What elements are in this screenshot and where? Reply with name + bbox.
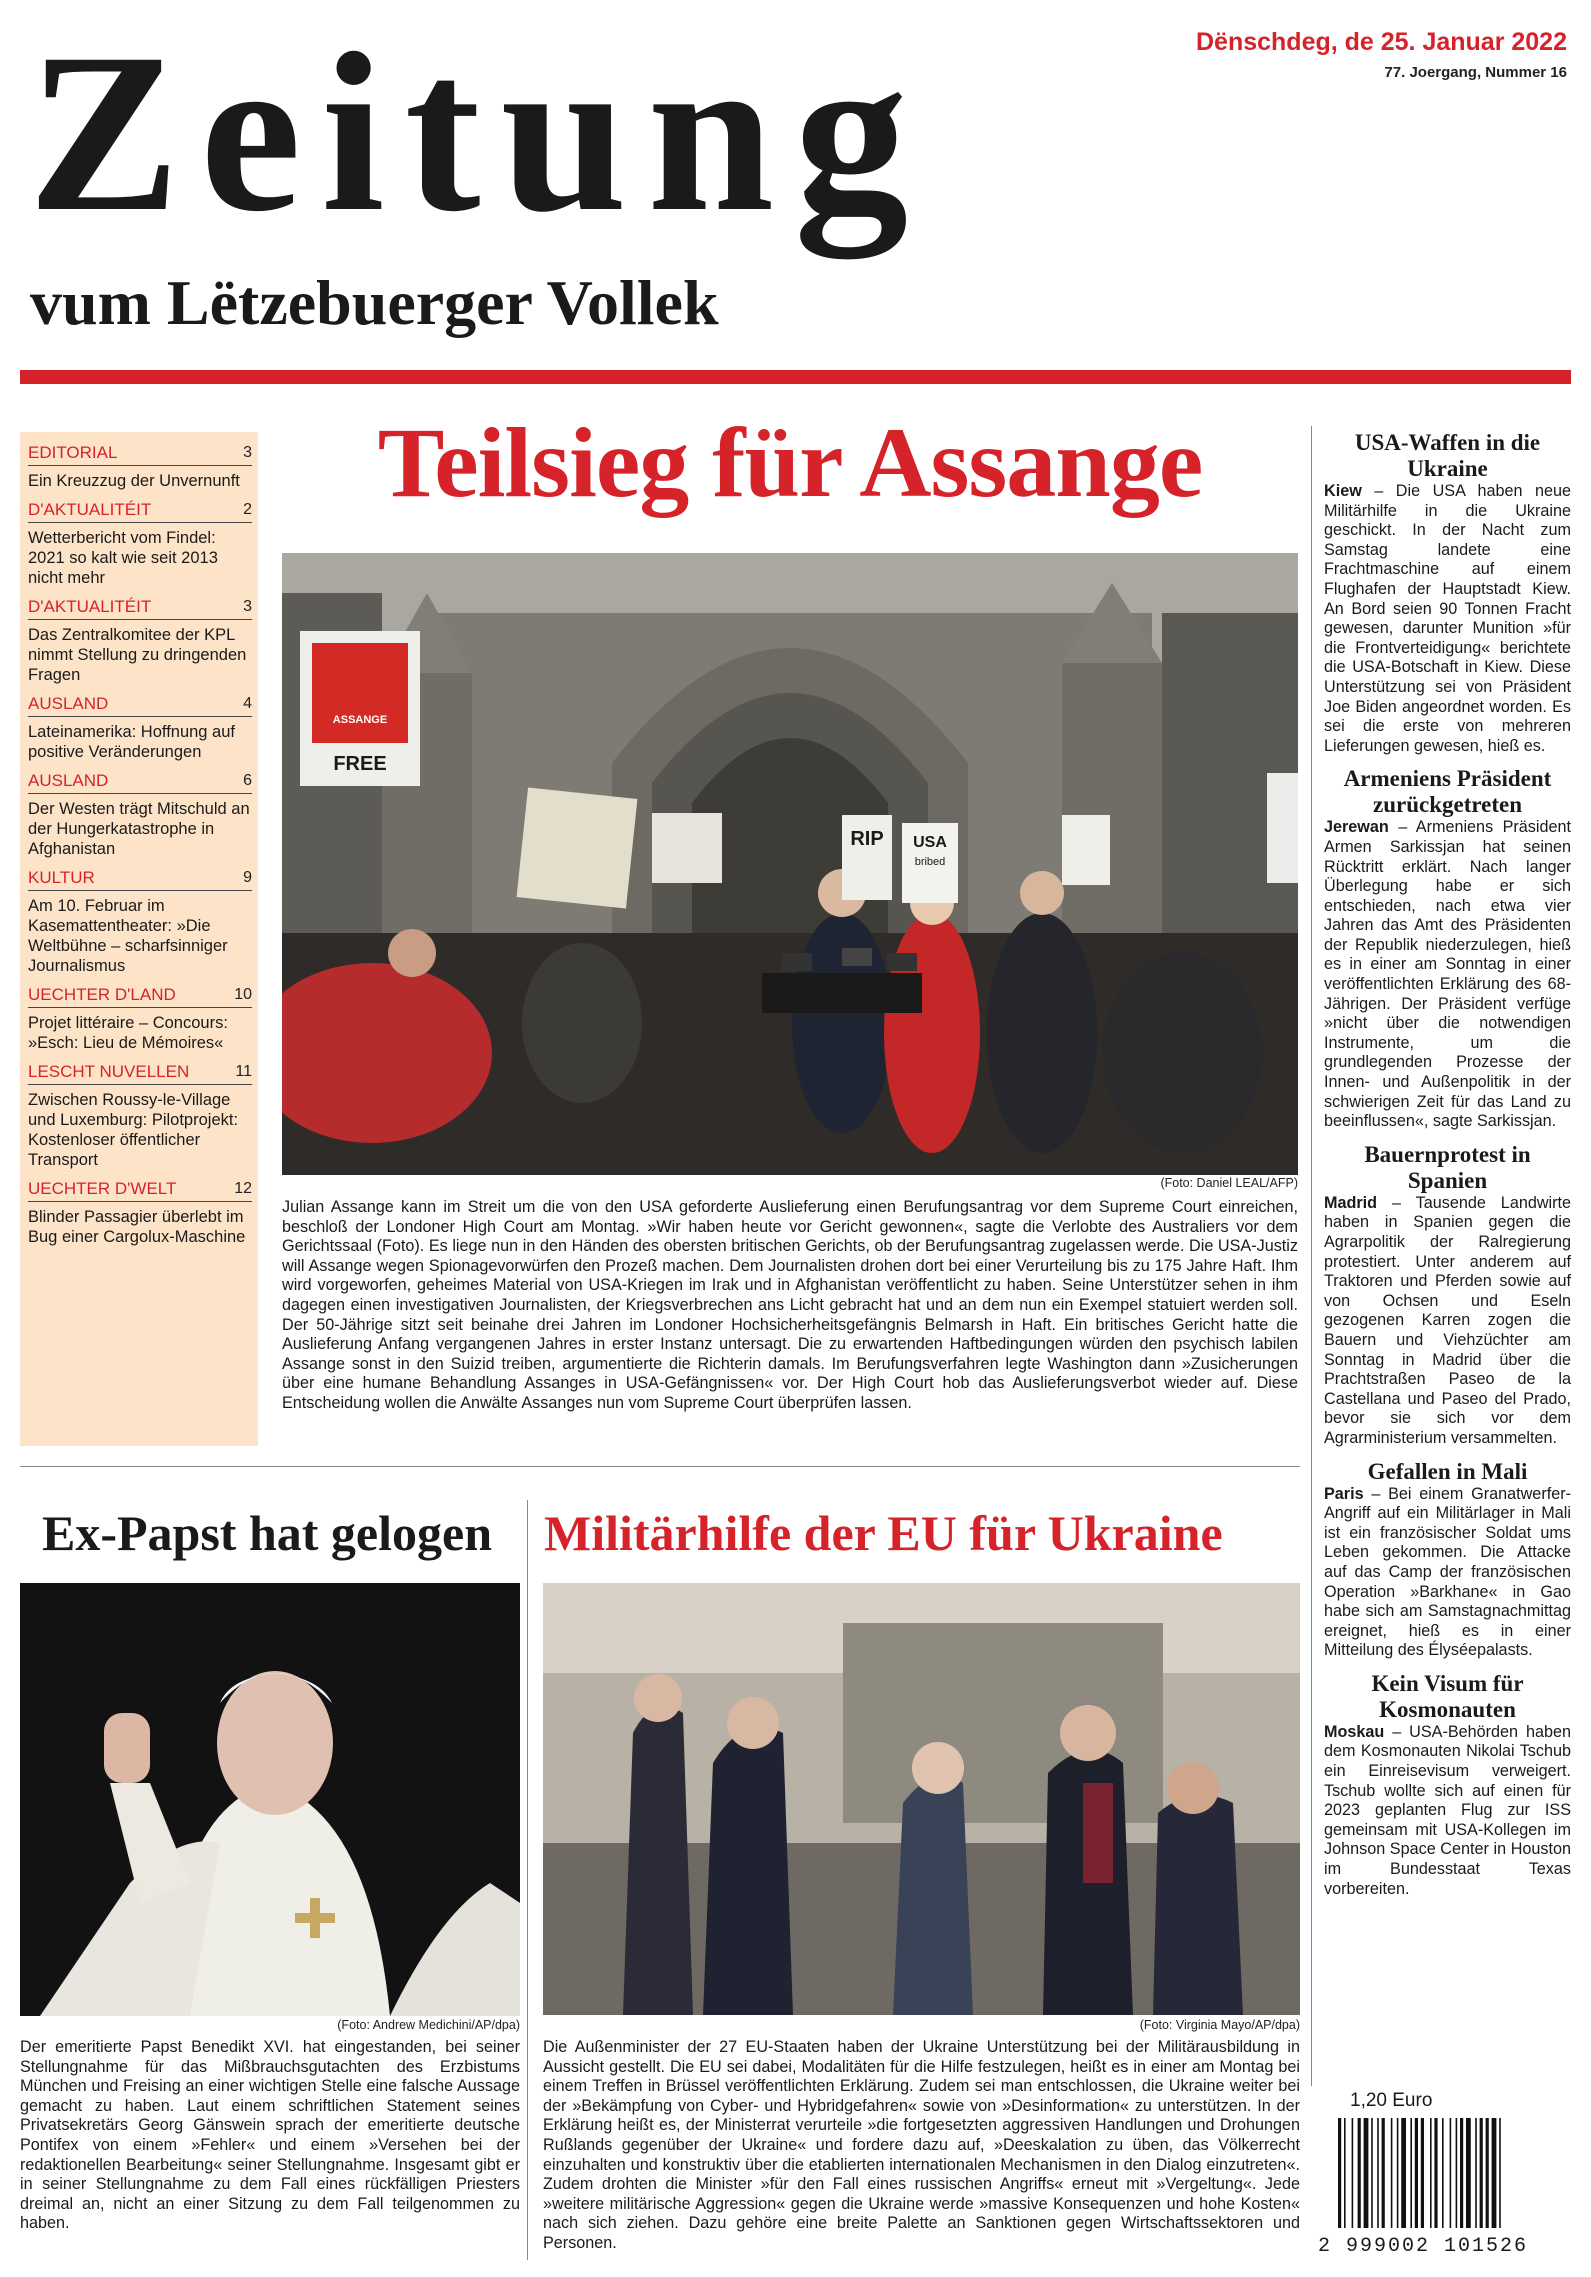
- brief-headline[interactable]: Bauernprotest in Spanien: [1364, 1141, 1531, 1193]
- barcode-bar: [1421, 2118, 1424, 2228]
- contents-page: 11: [235, 1063, 252, 1080]
- contents-section: LESCHT NUVELLEN: [28, 1062, 190, 1081]
- contents-teaser: Das Zentralkomitee der KPL nimmt Stellung zu dringenden Fragen: [28, 626, 247, 684]
- barcode-bar: [1410, 2118, 1412, 2228]
- barcode-bar: [1466, 2118, 1471, 2228]
- barcode-bar: [1352, 2118, 1354, 2228]
- barcode-bar: [1499, 2118, 1501, 2228]
- contents-item[interactable]: [28, 984, 252, 1053]
- issue-number: 77. Joergang, Nummer 16: [1384, 64, 1567, 81]
- brief-headline[interactable]: Kein Visum für Kosmonauten: [1371, 1670, 1524, 1722]
- contents-section: UECHTER D'LAND: [28, 985, 176, 1004]
- masthead-title: Zeitung: [28, 7, 929, 259]
- barcode: [1318, 2118, 1568, 2258]
- contents-item[interactable]: [28, 770, 252, 859]
- contents-section: D'AKTUALITÉIT: [28, 597, 152, 616]
- section-divider: [20, 1466, 1300, 1467]
- brief-headline[interactable]: USA-Waffen in die Ukraine: [1354, 430, 1541, 481]
- barcode-number: 2 999002 101526: [1318, 2235, 1529, 2258]
- masthead-rule: [20, 370, 1571, 384]
- contents-teaser: Am 10. Februar im Kasemattentheater: »Die Weltbühne – scharfsinniger Journalismus: [28, 897, 228, 975]
- contents-page: 12: [234, 1180, 252, 1197]
- contents-teaser: Blinder Passagier überlebt im Bug einer Cargolux-Maschine: [28, 1208, 246, 1246]
- brief-text: – Tausende Landwirte haben in Spanien gegen die Agrarpolitik der Ralregierung protestiert. Unter anderem auf Traktoren und Pferden sowie auf von Ochsen und Eseln gezogenen Karren zogen die Bauern und Viehzüchter am Sonntag in Madrid über die Prachtstraßen Paseo de la Castellana und Paseo del Prado, bevor sie sich vor dem Agrarministerium versammelten.: [1324, 1193, 1571, 1447]
- brief-body: [1324, 1194, 1571, 1449]
- brief-headline[interactable]: Armeniens Präsident zurückgetreten: [1343, 766, 1552, 818]
- sign-bribed-text: bribed: [914, 856, 946, 868]
- contents-section: KULTUR: [28, 868, 95, 887]
- masthead-subtitle: vum Lëtzebuerger Vollek: [30, 267, 719, 338]
- contents-section: AUSLAND: [28, 771, 109, 790]
- barcode-bar: [1391, 2118, 1393, 2228]
- brief-body: [1324, 1485, 1571, 1661]
- barcode-bar: [1364, 2118, 1369, 2228]
- contents-section: EDITORIAL: [28, 443, 118, 462]
- contents-teaser: Ein Kreuzzug der Unvernunft: [28, 472, 240, 490]
- contents-teaser: Zwischen Roussy-le-Village und Luxemburg: Pilotprojekt: Kostenloser öffentlicher Transport: [28, 1091, 239, 1169]
- brief-headline[interactable]: Gefallen in Mali: [1367, 1458, 1528, 1484]
- contents-page: 3: [243, 598, 252, 615]
- brief-place: Jerewan: [1324, 818, 1389, 837]
- barcode-bar: [1486, 2118, 1489, 2228]
- brief-place: Moskau: [1324, 1722, 1385, 1741]
- barcode-bar: [1377, 2118, 1379, 2228]
- brief-body: [1324, 482, 1571, 756]
- story3-photo-eu-ministers: [543, 1583, 1300, 2015]
- brief-text: – Bei einem Granatwerfer-Angriff auf ein Militärlager in Mali ist ein französischer Soldat ums Leben gekommen. Die Attacke auf das Camp der französischen Operation »Barkhane« in Gao habe sich am Samstagnachmittag ereignet, hieß es in einer Mitteilung des Élyséepalasts.: [1324, 1484, 1571, 1660]
- lead-body-text: Julian Assange kann im Streit um die von den USA geforderte Auslieferung einen Berufungsantrag vor dem Supreme Court einreichen, beschloß der Londoner High Court am Montag. »Wir haben heute vor Gericht gewonnen«, sagte die Verlobte des Australiers vor dem Gerichtssaal (Foto). Es liege nun in den Händen des obersten britischen Gerichts, ob der Berufungsantrag zugelassen werde. Die USA-Justiz will Assange wegen Spionagevorwürfen den Prozeß machen. Dem Journalisten drohen dort bei einer Verurteilung bis zu 175 Jahre Haft. Ihm wird vorgeworfen, geheimes Material von USA-Kriegen im Irak und in Afghanistan veröffentlicht zu haben. Seine Unterstützer sehen in ihm dagegen einen investigativen Journalisten, der Kriegsverbrechen ans Licht gebracht hat und an dem nun ein Exempel statuiert werden soll. Der 50-Jährige sitzt seit beinahe drei Jahren im Londoner Hochsicherheitsgefängnis Belmarsh in Haft. Ein britisches Gericht hatte die Auslieferung Anfang vergangenen Jahres in erster Instanz untersagt. Die zu erwartenden Haftbedingungen würden den psychisch labilen Assange sonst in den Suizid treiben, argumentierte die Richterin damals. Im Berufungsverfahren legte Washington dann »Zusicherungen über eine humane Behandlung Assanges in USA-Gefängnissen« vor. Der High Court hob das Auslieferungsverbot wieder auf. Diese Entscheidung wollen die Anwälte Assanges nun vom Supreme Court überprüfen lassen.: [282, 1198, 1298, 1412]
- contents-teaser: Projet littéraire – Concours: »Esch: Lieu de Mémoires«: [28, 1014, 228, 1052]
- lead-headline[interactable]: Teilsieg für Assange: [377, 407, 1203, 518]
- contents-item[interactable]: [28, 499, 252, 588]
- brief-place: Paris: [1324, 1484, 1364, 1503]
- brief-text: – USA-Behörden haben dem Kosmonauten Nikolai Tschub ein Einreisevisum verweigert. Tschub wollte sich auf einen für 2023 geplanten Flug zur ISS gemeinsam mit USA-Kollegen im Johnson Space Center in Houston im Bundesstaat Texas vorbereiten.: [1324, 1722, 1571, 1898]
- news-brief-column: [1311, 426, 1571, 2086]
- brief-place: Madrid: [1324, 1193, 1378, 1212]
- story2-headline[interactable]: Ex-Papst hat gelogen: [42, 1505, 492, 1561]
- contents-page: 9: [243, 869, 252, 886]
- sign-usa-text: USA: [913, 834, 947, 851]
- story2-photo-pope: [20, 1583, 520, 2016]
- story2-body-text: Der emeritierte Papst Benedikt XVI. hat eingestanden, bei seiner Stellungnahme für das Mißbrauchsgutachten des Erzbistums München und Freising an einer wichtigen Stelle eine falsche Aussage gemacht zu haben. Laut einem schriftlichen Statement seines Privatsekretärs Georg Gänswein sprach der emeritierte deutsche Pontifex von einem »Fehler« und einem »Versehen bei der redaktionellen Bearbeitung« seiner Stellungnahme. Insgesamt gibt er in seiner Stellungnahme zu dem Fall eines rückfälligen Priesters dreimal an, nicht an einer Sitzung zu dem Fall teilgenommen zu haben.: [20, 2038, 520, 2233]
- barcode-bar: [1480, 2118, 1483, 2228]
- story2-photo-caption: (Foto: Andrew Medichini/AP/dpa): [337, 2018, 520, 2032]
- contents-page: 10: [234, 986, 252, 1003]
- contents-page: 3: [243, 444, 252, 461]
- contents-sidebar: [20, 432, 258, 1446]
- barcode-bar: [1344, 2118, 1346, 2228]
- barcode-bar: [1382, 2118, 1385, 2228]
- barcode-bar: [1371, 2118, 1373, 2228]
- barcode-bars: [1318, 2118, 1568, 2228]
- barcode-bar: [1460, 2118, 1463, 2228]
- lead-photo-assange-protest: [282, 553, 1298, 1175]
- barcode-bar: [1358, 2118, 1361, 2228]
- brief-body: [1324, 1723, 1571, 1899]
- barcode-bar: [1338, 2118, 1341, 2228]
- barcode-bar: [1397, 2118, 1399, 2228]
- barcode-bar: [1415, 2118, 1418, 2228]
- lead-photo-caption: (Foto: Daniel LEAL/AFP): [1160, 1176, 1298, 1190]
- contents-section: D'AKTUALITÉIT: [28, 500, 152, 519]
- barcode-bar: [1434, 2118, 1437, 2228]
- price-label: 1,20 Euro: [1350, 2090, 1433, 2111]
- contents-teaser: Wetterbericht vom Findel: 2021 so kalt wie seit 2013 nicht mehr: [28, 529, 218, 587]
- contents-item[interactable]: [28, 867, 252, 976]
- contents-page: 6: [243, 772, 252, 789]
- barcode-bar: [1456, 2118, 1458, 2228]
- contents-section: AUSLAND: [28, 694, 109, 713]
- brief-text: – Armeniens Präsident Armen Sarkissjan hat seinen Rücktritt erklärt. Nach langer Überlegung habe er sich entschieden, nach etwa vier Jahren das Amt des Präsidenten der Republik niederzulegen, hieß es in einer am Sonntag in einer veröffentlichten Erklärung des 68-Jährigen. Der Präsident verfüge »nicht über die notwendigen Instrumente, um die grundlegenden Prozesse der Innen- und Außenpolitik in der schwierigen Zeit für das Land zu beeinflussen«, sagte Sarkissjan.: [1324, 818, 1571, 1131]
- barcode-bar: [1492, 2118, 1497, 2228]
- barcode-bar: [1401, 2118, 1406, 2228]
- contents-teaser: Der Westen trägt Mitschuld an der Hungerkatastrophe in Afghanistan: [28, 800, 250, 858]
- issue-date: Dënschdeg, de 25. Januar 2022: [1195, 28, 1567, 56]
- contents-item[interactable]: [28, 596, 252, 685]
- story3-headline[interactable]: Militärhilfe der EU für Ukraine: [544, 1505, 1223, 1561]
- contents-item[interactable]: [28, 442, 252, 491]
- sign-free-text: FREE: [333, 753, 387, 775]
- contents-section: UECHTER D'WELT: [28, 1179, 177, 1198]
- barcode-bar: [1450, 2118, 1452, 2228]
- sign-assange-text: ASSANGE: [332, 714, 388, 726]
- contents-item[interactable]: [28, 693, 252, 762]
- column-divider: [527, 1500, 528, 2260]
- story3-photo-caption: (Foto: Virginia Mayo/AP/dpa): [1139, 2018, 1300, 2032]
- brief-text: – Die USA haben neue Militärhilfe in die Ukraine geschickt. In der Nacht zum Samstag landete eine Frachtmaschine auf einem Flughafen der Hauptstadt Kiew. An Bord seien 90 Tonnen Fracht gewesen, darunter Munition »für die Frontverteidigung« berichtete die USA-Botschaft in Kiew. Diese Unterstützung sei von Präsident Joe Biden angeordnet worden. Es sei die erste von mehreren Lieferungen gewesen, hieß es.: [1324, 482, 1571, 755]
- sign-rip-text: RIP: [850, 828, 884, 850]
- barcode-bar: [1475, 2118, 1477, 2228]
- contents-page: 2: [243, 501, 252, 518]
- barcode-bar: [1430, 2118, 1432, 2228]
- barcode-bar: [1442, 2118, 1444, 2228]
- contents-page: 4: [243, 695, 252, 712]
- story3-body-text: Die Außenminister der 27 EU-Staaten haben der Ukraine Unterstützung bei der Militärausbildung in Aussicht gestellt. Die EU sei dabei, Modalitäten für die Hilfe festzulegen, heißt es in einer am Montag bei einem Treffen in Brüssel veröffentlichten Erklärung. Zudem sei man entschlossen, die Ukraine weiter bei der »Bekämpfung von Cyber- und Hybridgefahren« sowie von »Desinformation« zu unterstützen. In der Erklärung heißt es, der Ministerrat verurteile »die fortgesetzten aggressiven Handlungen und Drohungen Rußlands gegenüber der Ukraine« und fordere dazu auf, »Deeskalation zu üben, das Völkerrecht einzuhalten und konstruktiv über die etablierten internationalen Mechanismen in den Dialog einzutreten«. Zudem drohten die Minister »für den Fall eines russischen Angriffs« erneut mit »Vergeltung«. Jede »weitere militärische Aggression« gegen die Ukraine werde »massive Konsequenzen und hohe Kosten« nach sich ziehen. Dazu gehöre eine breite Palette an Sanktionen gegen Wirtschaftssektoren und Personen.: [543, 2038, 1300, 2252]
- brief-body: [1324, 818, 1571, 1132]
- contents-item[interactable]: [28, 1061, 252, 1170]
- contents-teaser: Lateinamerika: Hoffnung auf positive Veränderungen: [28, 723, 235, 761]
- brief-place: Kiew: [1324, 482, 1362, 500]
- contents-item[interactable]: [28, 1178, 252, 1247]
